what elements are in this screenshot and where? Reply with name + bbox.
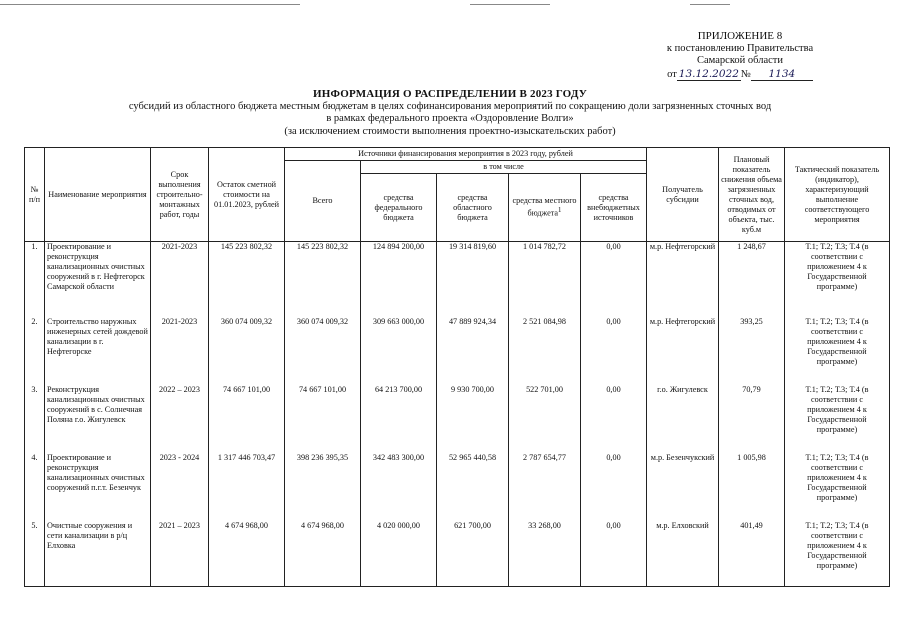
row-recipient: м.р. Нефтегорский — [647, 242, 719, 317]
row-name: Проектирование и реконструкция канализационных очистных сооружений п.г.т. Безенчук — [45, 453, 151, 521]
row-regional: 47 889 924,34 — [437, 317, 509, 385]
header-federal: средства федерального бюджета — [361, 174, 437, 242]
row-regional: 52 965 440,58 — [437, 453, 509, 521]
row-federal: 342 483 300,00 — [361, 453, 437, 521]
row-name: Строительство наружных инженерных сетей дождевой канализации в г. Нефтегорске — [45, 317, 151, 385]
row-tactical: Т.1; Т.2; Т.3; Т.4 (в соответствии с приложением 4 к Государственной программе) — [785, 317, 890, 385]
heading-line3: в рамках федерального проекта «Оздоровление Волги» — [326, 113, 574, 125]
row-federal: 124 894 200,00 — [361, 242, 437, 317]
table-body — [25, 242, 890, 587]
row-remainder: 360 074 009,32 — [209, 317, 285, 385]
row-total: 360 074 009,32 — [285, 317, 361, 385]
row-recipient: м.р. Безенчукский — [647, 453, 719, 521]
row-recipient: м.р. Елховский — [647, 521, 719, 587]
appendix-date-line — [620, 68, 860, 82]
row-regional: 19 314 819,60 — [437, 242, 509, 317]
header-local — [509, 174, 581, 242]
row-recipient: г.о. Жигулевск — [647, 385, 719, 453]
row-num: 1. — [25, 242, 45, 317]
table-row — [25, 385, 890, 453]
scan-mark — [470, 4, 550, 5]
scan-mark — [0, 4, 300, 5]
row-federal: 4 020 000,00 — [361, 521, 437, 587]
row-remainder: 74 667 101,00 — [209, 385, 285, 453]
row-num: 2. — [25, 317, 45, 385]
row-tactical: Т.1; Т.2; Т.3; Т.4 (в соответствии с приложением 4 к Государственной программе) — [785, 453, 890, 521]
distribution-table — [24, 147, 890, 587]
header-local-label: средства местного бюджета — [512, 196, 577, 218]
row-recipient: м.р. Нефтегорский — [647, 317, 719, 385]
document-heading — [100, 88, 800, 138]
row-total: 145 223 802,32 — [285, 242, 361, 317]
row-tactical: Т.1; Т.2; Т.3; Т.4 (в соответствии с приложением 4 к Государственной программе) — [785, 385, 890, 453]
table-row — [25, 453, 890, 521]
row-num: 3. — [25, 385, 45, 453]
header-sources: Источники финансирования мероприятия в 2023 году, рублей — [285, 148, 647, 161]
appendix-line2: Самарской области — [697, 55, 783, 66]
row-num: 4. — [25, 453, 45, 521]
row-planned: 70,79 — [719, 385, 785, 453]
table-row — [25, 317, 890, 385]
row-tactical: Т.1; Т.2; Т.3; Т.4 (в соответствии с приложением 4 к Государственной программе) — [785, 242, 890, 317]
header-incl: в том числе — [361, 161, 647, 174]
row-period: 2021-2023 — [151, 242, 209, 317]
header-tactical: Тактический показатель (индикатор), характеризующий выполнение соответствующего мероприятия — [785, 148, 890, 242]
row-local: 33 268,00 — [509, 521, 581, 587]
header-remainder: Остаток сметной стоимости на 01.01.2023, рублей — [209, 148, 285, 242]
row-federal: 64 213 700,00 — [361, 385, 437, 453]
header-regional: средства областного бюджета — [437, 174, 509, 242]
row-extra: 0,00 — [581, 317, 647, 385]
row-planned: 1 005,98 — [719, 453, 785, 521]
row-local: 522 701,00 — [509, 385, 581, 453]
row-tactical: Т.1; Т.2; Т.3; Т.4 (в соответствии с приложением 4 к Государственной программе) — [785, 521, 890, 587]
row-regional: 621 700,00 — [437, 521, 509, 587]
row-total: 398 236 395,35 — [285, 453, 361, 521]
row-extra: 0,00 — [581, 242, 647, 317]
row-extra: 0,00 — [581, 521, 647, 587]
appendix-block — [620, 30, 860, 81]
heading-main: ИНФОРМАЦИЯ О РАСПРЕДЕЛЕНИИ В 2023 ГОДУ — [312, 88, 588, 100]
row-local: 2 521 084,98 — [509, 317, 581, 385]
scan-mark — [690, 4, 730, 5]
header-num: № п/п — [25, 148, 45, 242]
row-name: Реконструкция канализационных очистных сооружений в с. Солнечная Поляна г.о. Жигулевск — [45, 385, 151, 453]
row-local: 1 014 782,72 — [509, 242, 581, 317]
row-period: 2022 – 2023 — [151, 385, 209, 453]
row-planned: 401,49 — [719, 521, 785, 587]
row-local: 2 787 654,77 — [509, 453, 581, 521]
row-total: 4 674 968,00 — [285, 521, 361, 587]
header-extra: средства внебюджетных источников — [581, 174, 647, 242]
header-planned: Плановый показатель снижения объема загрязненных сточных вод, отводимых от объекта, тыс. куб.м — [719, 148, 785, 242]
header-recipient: Получатель субсидии — [647, 148, 719, 242]
row-name: Проектирование и реконструкция канализационных очистных сооружений в г. Нефтегорск Самарской области — [45, 242, 151, 317]
header-local-footnote: 1 — [558, 207, 562, 215]
appendix-title: ПРИЛОЖЕНИЕ 8 — [697, 30, 783, 42]
heading-line4: (за исключением стоимости выполнения проектно-изыскательских работ) — [284, 125, 616, 137]
row-planned: 1 248,67 — [719, 242, 785, 317]
row-name: Очистные сооружения и сети канализации в р/ц Елховка — [45, 521, 151, 587]
row-period: 2023 - 2024 — [151, 453, 209, 521]
row-planned: 393,25 — [719, 317, 785, 385]
row-remainder: 145 223 802,32 — [209, 242, 285, 317]
row-num: 5. — [25, 521, 45, 587]
header-total: Всего — [285, 161, 361, 242]
header-name: Наименование мероприятия — [45, 148, 151, 242]
row-remainder: 1 317 446 703,47 — [209, 453, 285, 521]
heading-line2: субсидий из областного бюджета местным бюджетам в целях софинансирования мероприятий по сокращению доли загрязненных сточных вод — [128, 100, 772, 112]
decree-number: 1134 — [751, 68, 813, 82]
table-row — [25, 242, 890, 317]
table-row — [25, 521, 890, 587]
row-remainder: 4 674 968,00 — [209, 521, 285, 587]
from-label: от — [667, 68, 677, 80]
number-label: № — [740, 68, 751, 80]
row-regional: 9 930 700,00 — [437, 385, 509, 453]
decree-date: 13.12.2022 — [678, 67, 739, 80]
row-extra: 0,00 — [581, 385, 647, 453]
header-period: Срок выполнения строительно-монтажных работ, годы — [151, 148, 209, 242]
table-header — [25, 148, 890, 242]
row-extra: 0,00 — [581, 453, 647, 521]
row-period: 2021 – 2023 — [151, 521, 209, 587]
row-total: 74 667 101,00 — [285, 385, 361, 453]
appendix-line1: к постановлению Правительства — [666, 42, 814, 54]
row-period: 2021-2023 — [151, 317, 209, 385]
row-federal: 309 663 000,00 — [361, 317, 437, 385]
